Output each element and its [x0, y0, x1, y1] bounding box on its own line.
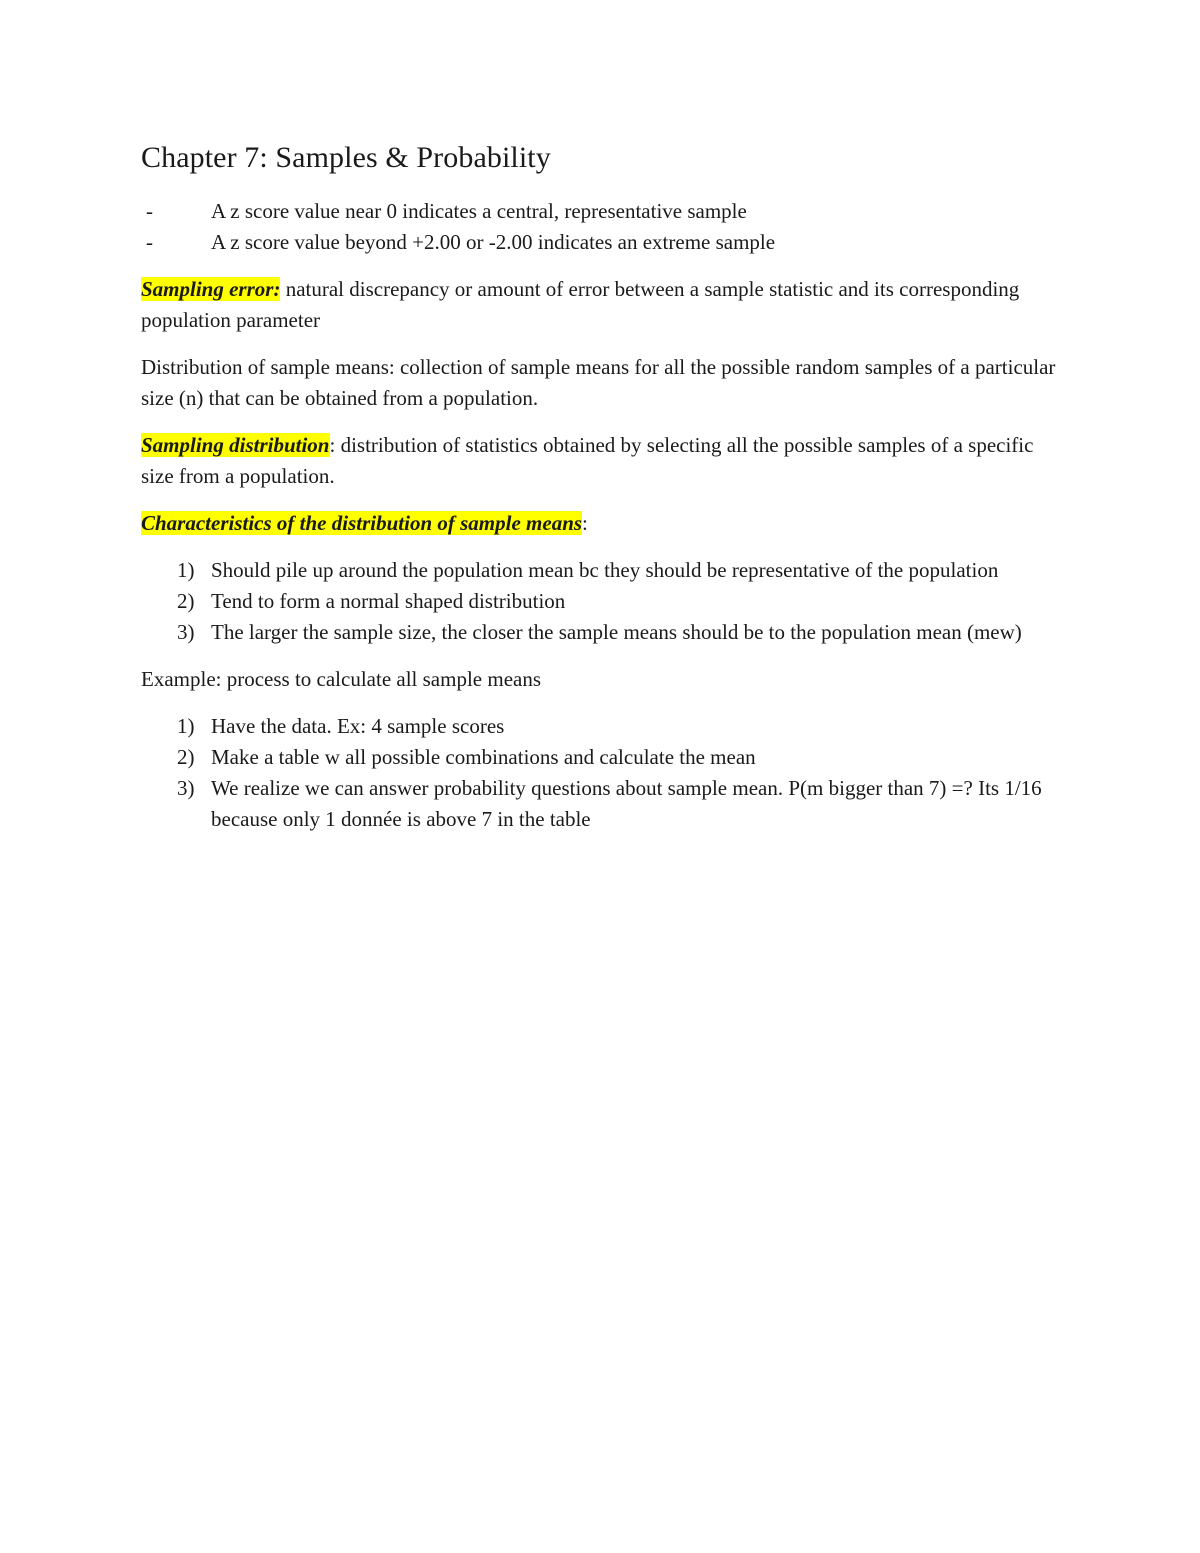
list-item [141, 773, 1061, 835]
characteristics-suffix: : [582, 511, 588, 535]
example-heading: Example: process to calculate all sample means [141, 667, 542, 691]
list-number: 1) [177, 714, 195, 738]
sampling-distribution-definition: : distribution of statistics obtained by selecting all the possible samples of a specific size from a population. [141, 433, 1034, 488]
example-list [141, 711, 1061, 835]
characteristics-term: Characteristics of the distribution of sample means [141, 511, 583, 535]
list-item-text: A z score value near 0 indicates a central, representative sample [211, 199, 747, 223]
distribution-of-sample-means-paragraph: Distribution of sample means: collection of sample means for all the possible random samples of a particular size (n) that can be obtained from a population. [141, 355, 1056, 410]
sampling-error-paragraph [141, 274, 1061, 336]
dash-marker: - [146, 199, 153, 223]
list-item-text: A z score value beyond +2.00 or -2.00 indicates an extreme sample [211, 230, 776, 254]
list-number: 3) [177, 776, 195, 800]
sampling-distribution-paragraph [141, 430, 1061, 492]
list-item [141, 711, 1061, 742]
sampling-error-term: Sampling error: [141, 277, 281, 301]
list-item [141, 586, 1061, 617]
list-item-text: Should pile up around the population mean bc they should be representative of the population [211, 558, 999, 582]
list-item-text: We realize we can answer probability questions about sample mean. P(m bigger than 7) =? Its 1/16 because only 1 donnée is above 7 in the table [211, 776, 1042, 831]
list-item-text: The larger the sample size, the closer the sample means should be to the population mean (mew) [211, 620, 1022, 644]
sampling-distribution-term: Sampling distribution [141, 433, 330, 457]
list-item [141, 742, 1061, 773]
list-item [141, 227, 1061, 258]
sampling-error-definition: natural discrepancy or amount of error between a sample statistic and its corresponding population parameter [141, 277, 1020, 332]
list-number: 2) [177, 589, 195, 613]
list-number: 2) [177, 745, 195, 769]
list-item [141, 617, 1061, 648]
chapter-title: Chapter 7: Samples & Probability [141, 141, 551, 174]
list-item-text: Tend to form a normal shaped distribution [211, 589, 566, 613]
z-score-list [141, 196, 1061, 258]
list-item-text: Have the data. Ex: 4 sample scores [211, 714, 505, 738]
list-item [141, 196, 1061, 227]
list-item [141, 555, 1061, 586]
characteristics-heading [141, 508, 1061, 539]
characteristics-list [141, 555, 1061, 648]
dash-marker: - [146, 230, 153, 254]
document-page [141, 138, 1061, 851]
list-number: 1) [177, 558, 195, 582]
list-item-text: Make a table w all possible combinations and calculate the mean [211, 745, 756, 769]
list-number: 3) [177, 620, 195, 644]
